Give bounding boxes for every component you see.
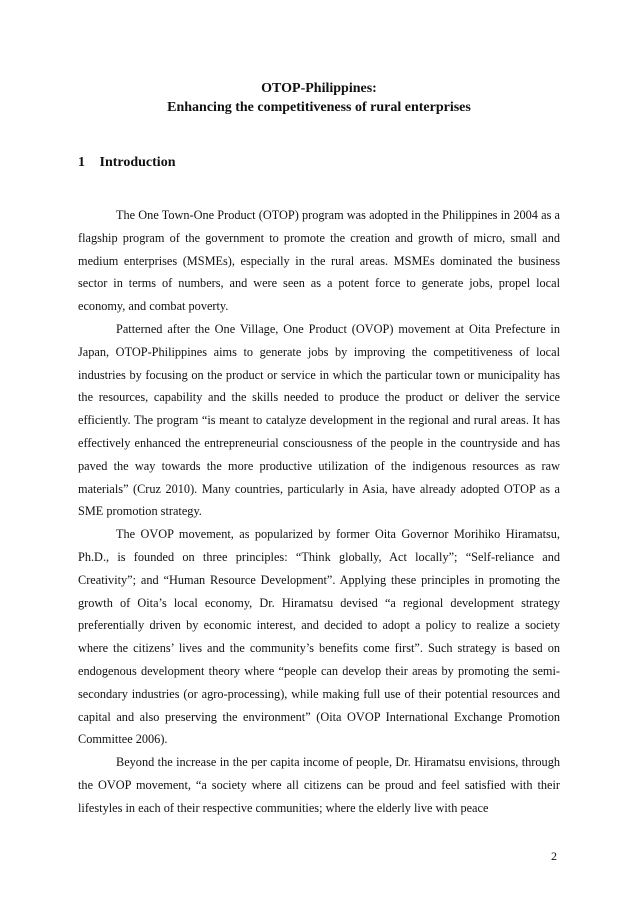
body-text (78, 204, 560, 820)
page-number: 2 (551, 849, 557, 863)
paragraph-4: Beyond the increase in the per capita income of people, Dr. Hiramatsu envisions, through the OVOP movement, “a society where all citizens can be proud and feel satisfied with their lifestyles in each of their respective communities; where the elderly live with peace (78, 755, 560, 815)
section-number: 1 (78, 155, 85, 170)
document-title (0, 79, 638, 117)
title-line-2: Enhancing the competitiveness of rural enterprises (167, 100, 471, 115)
paragraph-3: The OVOP movement, as popularized by former Oita Governor Morihiko Hiramatsu, Ph.D., is founded on three principles: “Think globally, Act locally”; “Self-reliance and Creativity”; and “Human Resource Development”. Applying these principles in promoting the growth of Oita’s local economy, Dr. Hiramatsu devised “a regional development strategy preferentially driven by economic interest, and decided to adopt a policy to realize a society where the citizens’ lives and the community’s benefits come first”. Such strategy is based on endogenous development theory where “people can develop their areas by promoting the semi-secondary industries (or agro-processing), while making full use of their potential resources and capital and also preserving the environment” (Oita OVOP International Exchange Promotion Committee 2006). (78, 527, 560, 747)
section-title: Introduction (99, 155, 176, 170)
paragraph-1: The One Town-One Product (OTOP) program was adopted in the Philippines in 2004 as a flagship program of the government to promote the creation and growth of micro, small and medium enterprises (MSMEs), especially in the rural areas. MSMEs dominated the business sector in terms of numbers, and were seen as a potent force to generate jobs, propel local economy, and combat poverty. (78, 208, 560, 314)
title-line-1: OTOP-Philippines: (261, 81, 377, 96)
section-heading (78, 154, 175, 172)
paragraph-2: Patterned after the One Village, One Product (OVOP) movement at Oita Prefecture in Japan, OTOP-Philippines aims to generate jobs by improving the competitiveness of local industries by focusing on the product or service in which the particular town or municipality has the resources, capability and the skills needed to produce the product or deliver the service efficiently. The program “is meant to catalyze development in the regional and rural areas. It has effectively enhanced the entrepreneurial consciousness of the people in the countryside and has paved the way towards the more productive utilization of the indigenous resources as raw materials” (Cruz 2010). Many countries, particularly in Asia, have already adopted OTOP as a SME promotion strategy. (78, 321, 560, 519)
